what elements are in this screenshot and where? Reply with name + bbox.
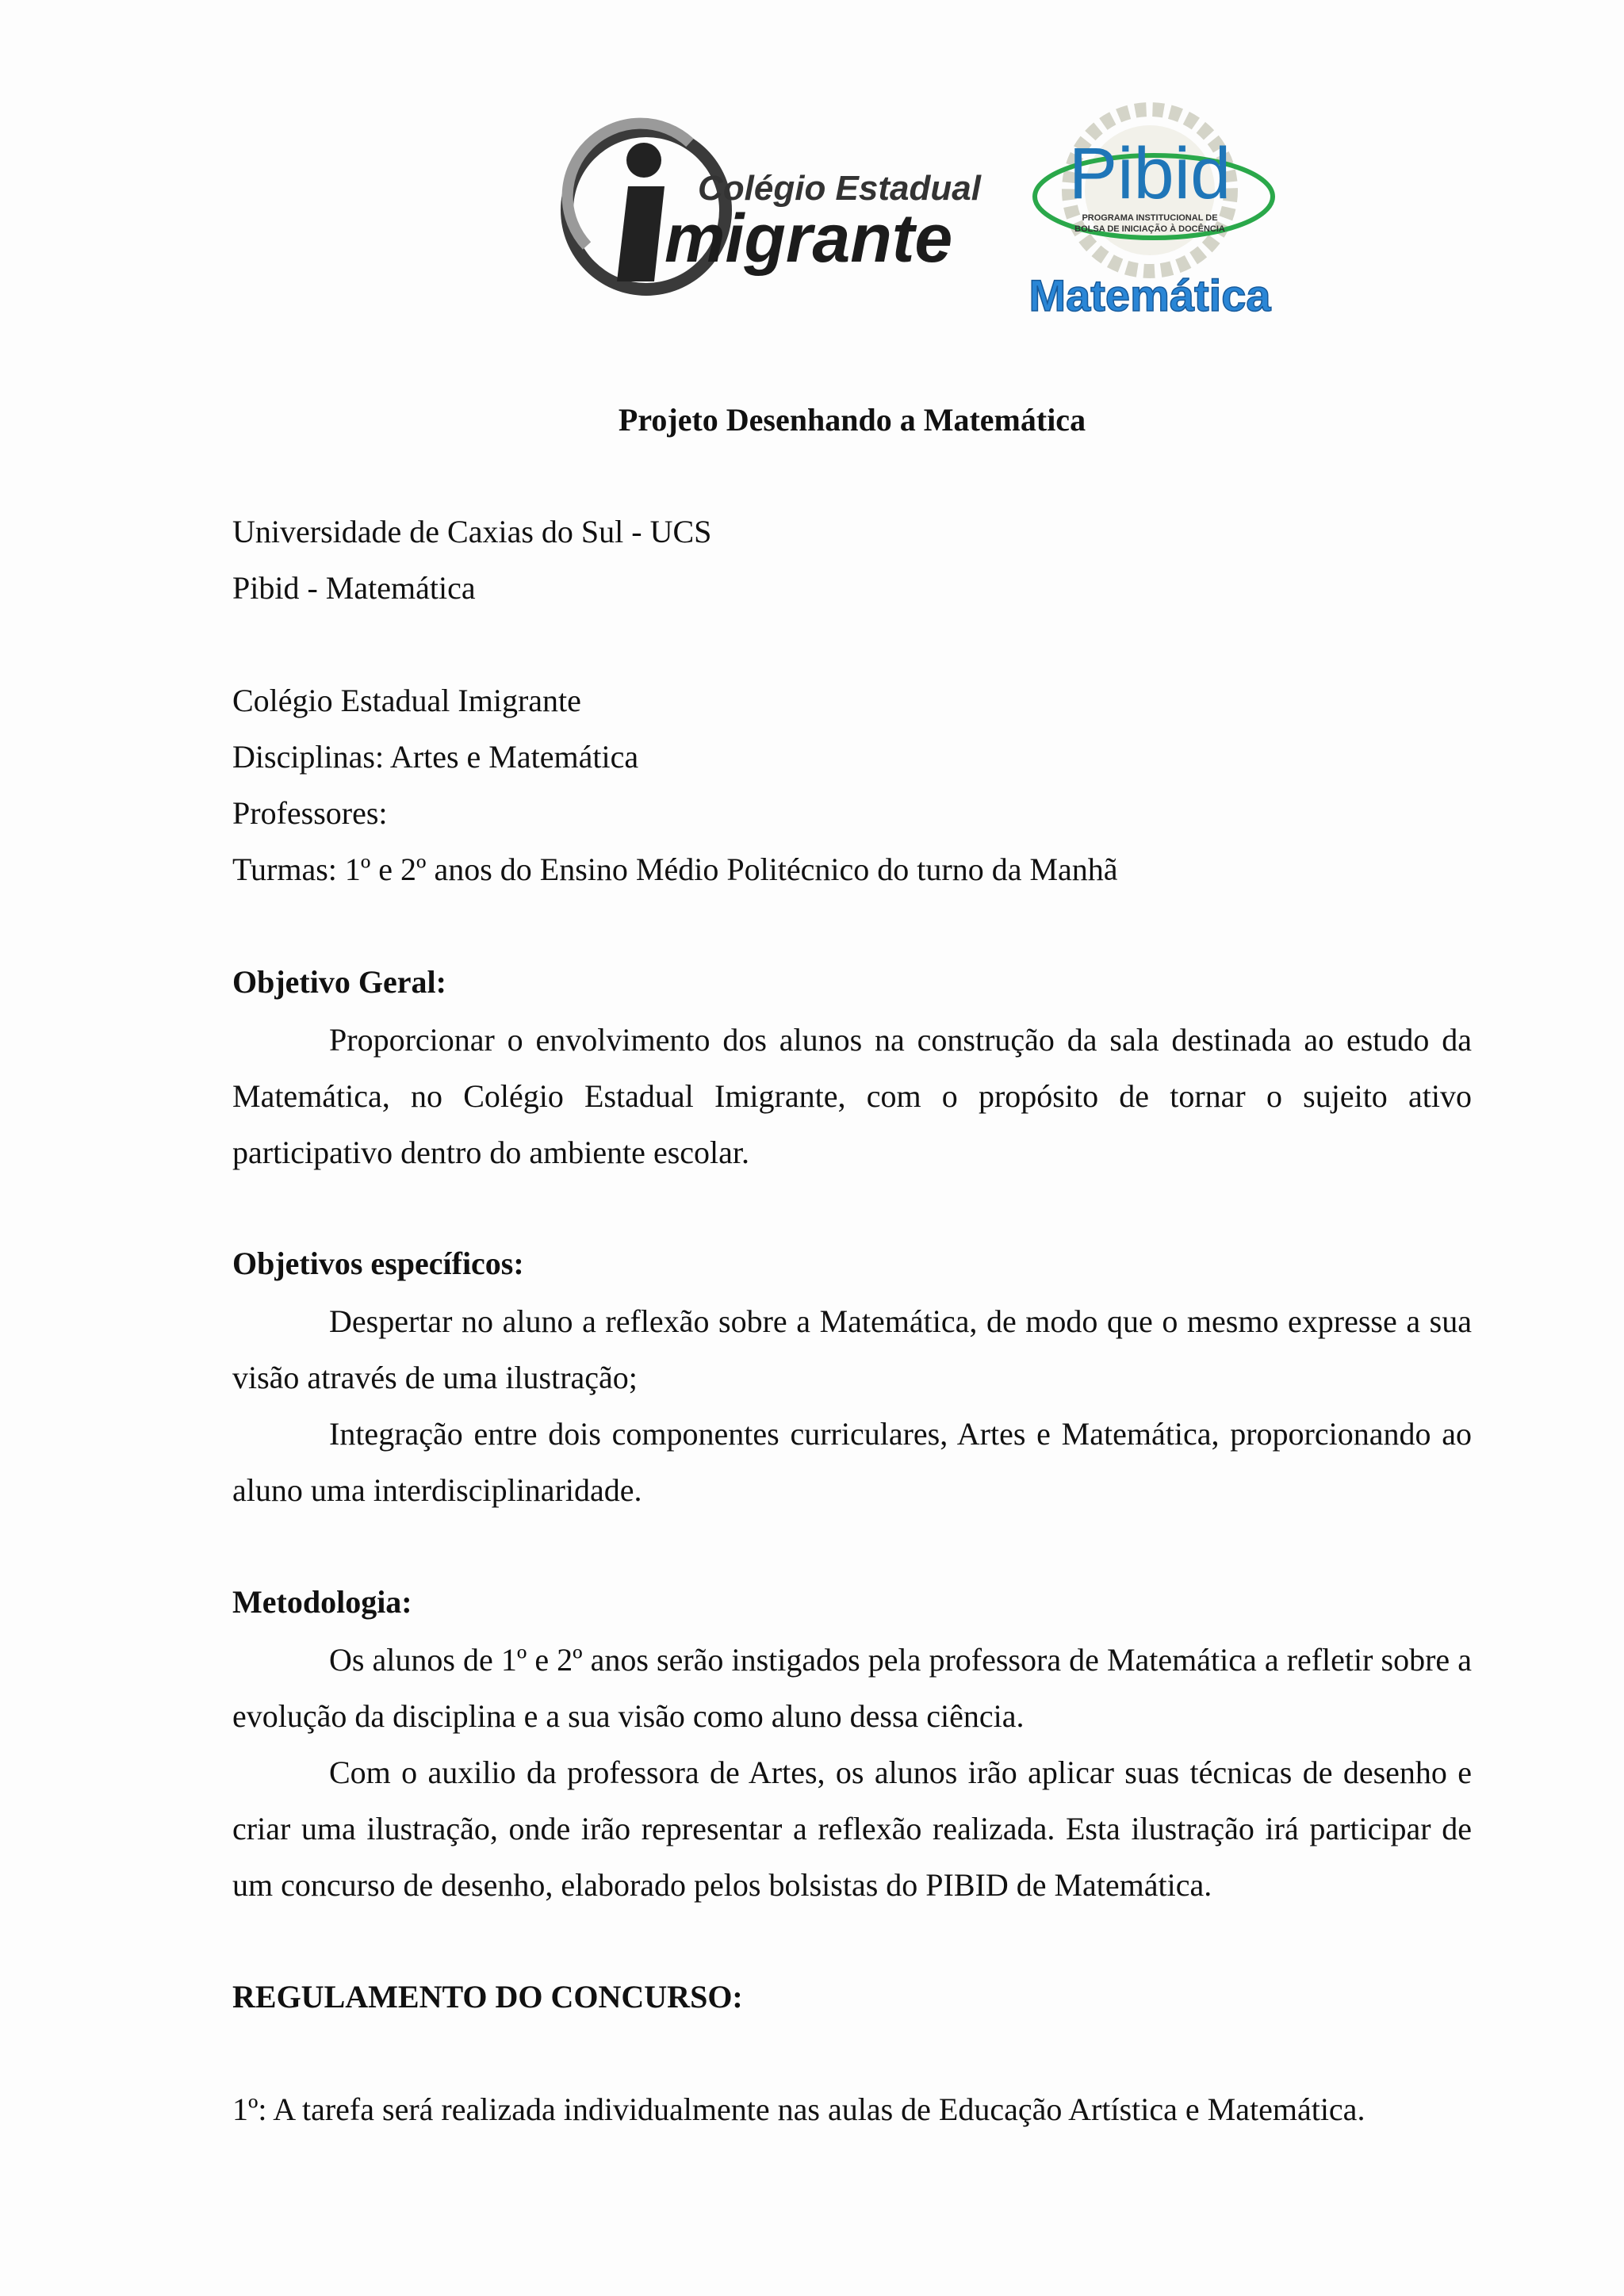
header-line-school: Colégio Estadual Imigrante — [232, 683, 581, 718]
objetivos-especificos-paragraph-1: Despertar no aluno a reflexão sobre a Matemática, de modo que o mesmo expresse a sua visão através de uma ilustração; — [232, 1303, 1472, 1395]
header-line-program: Pibid - Matemática — [232, 570, 476, 606]
document-title: Projeto Desenhando a Matemática — [618, 402, 1086, 438]
header-line-disciplines: Disciplinas: Artes e Matemática — [232, 739, 639, 775]
pibid-logo-subtitle-2: BOLSA DE INICIAÇÃO À DOCÊNCIA — [1074, 224, 1225, 234]
objetivos-especificos-heading: Objetivos específicos: — [232, 1246, 524, 1281]
objetivo-geral-heading: Objetivo Geral: — [232, 964, 446, 1000]
pibid-logo-area: Matemática — [1028, 270, 1271, 320]
pibid-logo-subtitle-1: PROGRAMA INSTITUCIONAL DE — [1082, 213, 1218, 223]
pibid-matematica-logo — [991, 103, 1308, 325]
colegio-estadual-imigrante-logo — [571, 111, 981, 309]
pibid-logo-name: Pibid — [1068, 133, 1231, 214]
metodologia-paragraph-1: Os alunos de 1º e 2º anos serão instigados pela professora de Matemática a refletir sobre a evolução da disciplina e a sua visão como aluno dessa ciência. — [232, 1642, 1472, 1734]
metodologia-paragraph-2: Com o auxilio da professora de Artes, os alunos irão aplicar suas técnicas de desenho e criar uma ilustração, onde irão representar a reflexão realizada. Esta ilustração irá participar de um concurso de desenho, elaborado pelos bolsistas do PIBID de Matemática. — [232, 1755, 1472, 1903]
regulamento-item-1: 1º: A tarefa será realizada individualmente nas aulas de Educação Artística e Matemática. — [232, 2091, 1365, 2127]
school-logo-line2: migrante — [665, 201, 953, 277]
header-line-teachers: Professores: — [232, 795, 388, 831]
school-logo-line1: Colégio Estadual — [698, 169, 981, 208]
metodologia-heading: Metodologia: — [232, 1584, 412, 1620]
objetivos-especificos-paragraph-2: Integração entre dois componentes curriculares, Artes e Matemática, proporcionando ao aluno uma interdisciplinaridade. — [232, 1416, 1472, 1508]
regulamento-heading: REGULAMENTO DO CONCURSO: — [232, 1979, 743, 2015]
header-line-classes: Turmas: 1º e 2º anos do Ensino Médio Politécnico do turno da Manhã — [232, 851, 1118, 887]
objetivo-geral-paragraph: Proporcionar o envolvimento dos alunos na construção da sala destinada ao estudo da Matemática, no Colégio Estadual Imigrante, com o propósito de tornar o sujeito ativo participativo dentro do ambiente escolar. — [232, 1022, 1472, 1170]
header-line-university: Universidade de Caxias do Sul - UCS — [232, 514, 712, 549]
